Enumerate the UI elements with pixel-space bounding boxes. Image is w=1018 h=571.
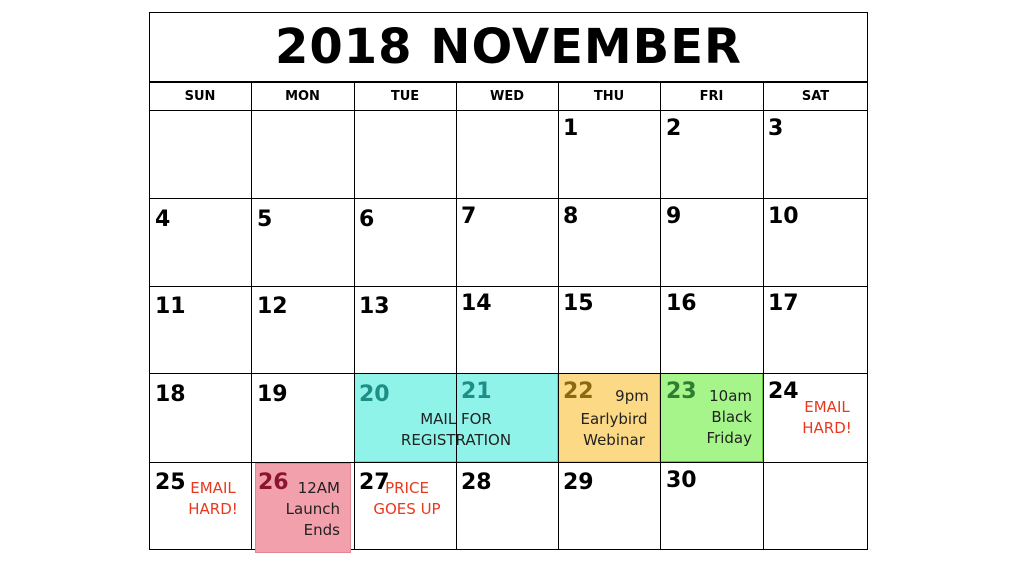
event-price-goes-up: PRICE GOES UP: [373, 479, 441, 518]
grid-vline: [763, 82, 764, 550]
day-number: 21: [461, 379, 492, 404]
grid-vline: [251, 82, 252, 550]
weekday-header: SAT: [801, 88, 830, 104]
day-number: 5: [257, 207, 273, 232]
event-earlybird-webinar: Earlybird Webinar: [580, 410, 648, 449]
day-number: 8: [563, 204, 579, 229]
day-number: 11: [155, 294, 186, 319]
event-launch-ends: 12AM Launch Ends: [285, 479, 340, 539]
day-number: 24: [768, 379, 799, 404]
weekday-header: WED: [489, 88, 524, 104]
grid-vline: [354, 82, 355, 550]
day-number: 18: [155, 382, 186, 407]
day-number: 6: [359, 207, 375, 232]
grid-hline: [149, 198, 868, 199]
weekday-header: TUE: [390, 88, 420, 104]
day-number: 12: [257, 294, 288, 319]
grid-hline: [149, 286, 868, 287]
day-number: 22: [563, 379, 594, 404]
weekday-header: FRI: [699, 88, 724, 104]
day-number: 17: [768, 291, 799, 316]
grid-vline: [660, 82, 661, 550]
day-number: 29: [563, 470, 594, 495]
day-number: 7: [461, 204, 477, 229]
day-number: 1: [563, 116, 579, 141]
day-number: 20: [359, 382, 390, 407]
weekday-header: MON: [285, 88, 320, 104]
day-number: 25: [155, 470, 186, 495]
day-number: 9: [666, 204, 682, 229]
day-number: 3: [768, 116, 784, 141]
day-number: 26: [258, 470, 289, 495]
grid-hline: [149, 373, 868, 374]
event-email-hard: EMAIL HARD!: [188, 479, 238, 518]
day-number: 15: [563, 291, 594, 316]
grid-vline: [558, 82, 559, 550]
grid-hline: [149, 462, 868, 463]
event-mail-registration: MAIL FOR REGISTRATION: [400, 410, 512, 449]
title-box: [149, 12, 868, 82]
day-number: 30: [666, 468, 697, 493]
day-number: 16: [666, 291, 697, 316]
weekday-header: THU: [593, 88, 625, 104]
day-number: 4: [155, 207, 171, 232]
day-number: 27: [359, 470, 390, 495]
day-number: 2: [666, 116, 682, 141]
event-email-hard: EMAIL HARD!: [802, 398, 852, 437]
event-black-friday: 10am Black Friday: [706, 387, 752, 447]
event-earlybird-time: 9pm: [615, 387, 649, 405]
day-number: 19: [257, 382, 288, 407]
calendar-title: 2018 NOVEMBER: [274, 19, 743, 75]
day-number: 23: [666, 379, 697, 404]
day-number: 14: [461, 291, 492, 316]
weekday-header: SUN: [184, 88, 216, 104]
day-number: 10: [768, 204, 799, 229]
grid-hline: [149, 110, 868, 111]
grid-vline: [456, 82, 457, 550]
day-number: 28: [461, 470, 492, 495]
day-number: 13: [359, 294, 390, 319]
